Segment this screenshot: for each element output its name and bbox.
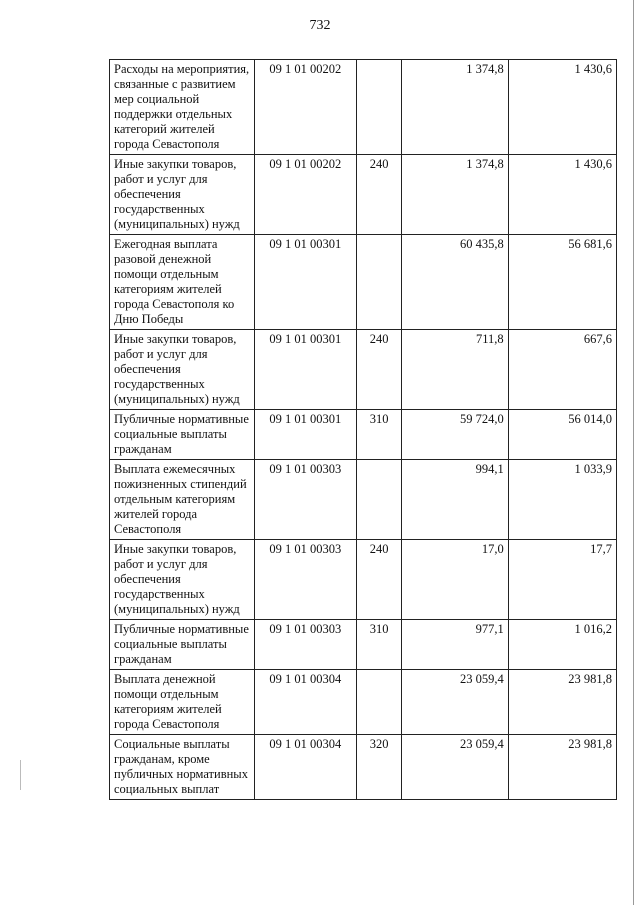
row-type: 240 bbox=[356, 155, 402, 235]
table-row bbox=[110, 460, 617, 540]
row-value-2: 1 430,6 bbox=[508, 60, 616, 155]
row-code: 09 1 01 00303 bbox=[254, 620, 356, 670]
row-type bbox=[356, 235, 402, 330]
row-name: Публичные нормативные социальные выплаты гражданам bbox=[110, 620, 255, 670]
table-row bbox=[110, 235, 617, 330]
row-name: Выплата ежемесячных пожизненных стипендий отдельным категориям жителей города Севастополя bbox=[110, 460, 255, 540]
row-value-1: 994,1 bbox=[402, 460, 508, 540]
row-name: Иные закупки товаров, работ и услуг для обеспечения государственных (муниципальных) нужд bbox=[110, 540, 255, 620]
row-name: Иные закупки товаров, работ и услуг для обеспечения государственных (муниципальных) нужд bbox=[110, 155, 255, 235]
table-row bbox=[110, 670, 617, 735]
budget-table bbox=[109, 59, 617, 800]
table-row bbox=[110, 60, 617, 155]
row-value-1: 711,8 bbox=[402, 330, 508, 410]
table-row bbox=[110, 620, 617, 670]
row-value-1: 1 374,8 bbox=[402, 155, 508, 235]
row-value-1: 60 435,8 bbox=[402, 235, 508, 330]
row-name: Публичные нормативные социальные выплаты гражданам bbox=[110, 410, 255, 460]
row-name: Выплата денежной помощи отдельным категориям жителей города Севастополя bbox=[110, 670, 255, 735]
row-code: 09 1 01 00304 bbox=[254, 670, 356, 735]
row-type: 320 bbox=[356, 735, 402, 800]
row-value-1: 59 724,0 bbox=[402, 410, 508, 460]
row-value-2: 17,7 bbox=[508, 540, 616, 620]
table-row bbox=[110, 155, 617, 235]
row-code: 09 1 01 00304 bbox=[254, 735, 356, 800]
row-type: 240 bbox=[356, 330, 402, 410]
row-value-2: 1 016,2 bbox=[508, 620, 616, 670]
page-edge-line bbox=[633, 0, 634, 905]
row-value-2: 23 981,8 bbox=[508, 670, 616, 735]
row-code: 09 1 01 00202 bbox=[254, 155, 356, 235]
row-value-1: 1 374,8 bbox=[402, 60, 508, 155]
row-type: 310 bbox=[356, 620, 402, 670]
row-code: 09 1 01 00202 bbox=[254, 60, 356, 155]
row-value-2: 56 014,0 bbox=[508, 410, 616, 460]
row-value-2: 23 981,8 bbox=[508, 735, 616, 800]
scan-mark bbox=[20, 760, 21, 790]
row-value-2: 667,6 bbox=[508, 330, 616, 410]
row-value-1: 23 059,4 bbox=[402, 670, 508, 735]
row-type: 310 bbox=[356, 410, 402, 460]
table-row bbox=[110, 735, 617, 800]
row-value-2: 1 033,9 bbox=[508, 460, 616, 540]
row-type bbox=[356, 60, 402, 155]
row-code: 09 1 01 00303 bbox=[254, 540, 356, 620]
row-code: 09 1 01 00301 bbox=[254, 410, 356, 460]
row-value-2: 56 681,6 bbox=[508, 235, 616, 330]
row-code: 09 1 01 00303 bbox=[254, 460, 356, 540]
row-name: Ежегодная выплата разовой денежной помощи отдельным категориям жителей города Севастополя ко Дню Победы bbox=[110, 235, 255, 330]
row-value-1: 977,1 bbox=[402, 620, 508, 670]
row-value-1: 17,0 bbox=[402, 540, 508, 620]
row-type bbox=[356, 670, 402, 735]
row-value-2: 1 430,6 bbox=[508, 155, 616, 235]
row-code: 09 1 01 00301 bbox=[254, 330, 356, 410]
table-row bbox=[110, 540, 617, 620]
page-number: 732 bbox=[309, 18, 331, 33]
row-name: Иные закупки товаров, работ и услуг для обеспечения государственных (муниципальных) нужд bbox=[110, 330, 255, 410]
row-name: Расходы на мероприятия, связанные с развитием мер социальной поддержки отдельных категорий жителей города Севастополя bbox=[110, 60, 255, 155]
table-row bbox=[110, 330, 617, 410]
row-value-1: 23 059,4 bbox=[402, 735, 508, 800]
table-row bbox=[110, 410, 617, 460]
row-name: Социальные выплаты гражданам, кроме публичных нормативных социальных выплат bbox=[110, 735, 255, 800]
row-type: 240 bbox=[356, 540, 402, 620]
row-code: 09 1 01 00301 bbox=[254, 235, 356, 330]
row-type bbox=[356, 460, 402, 540]
